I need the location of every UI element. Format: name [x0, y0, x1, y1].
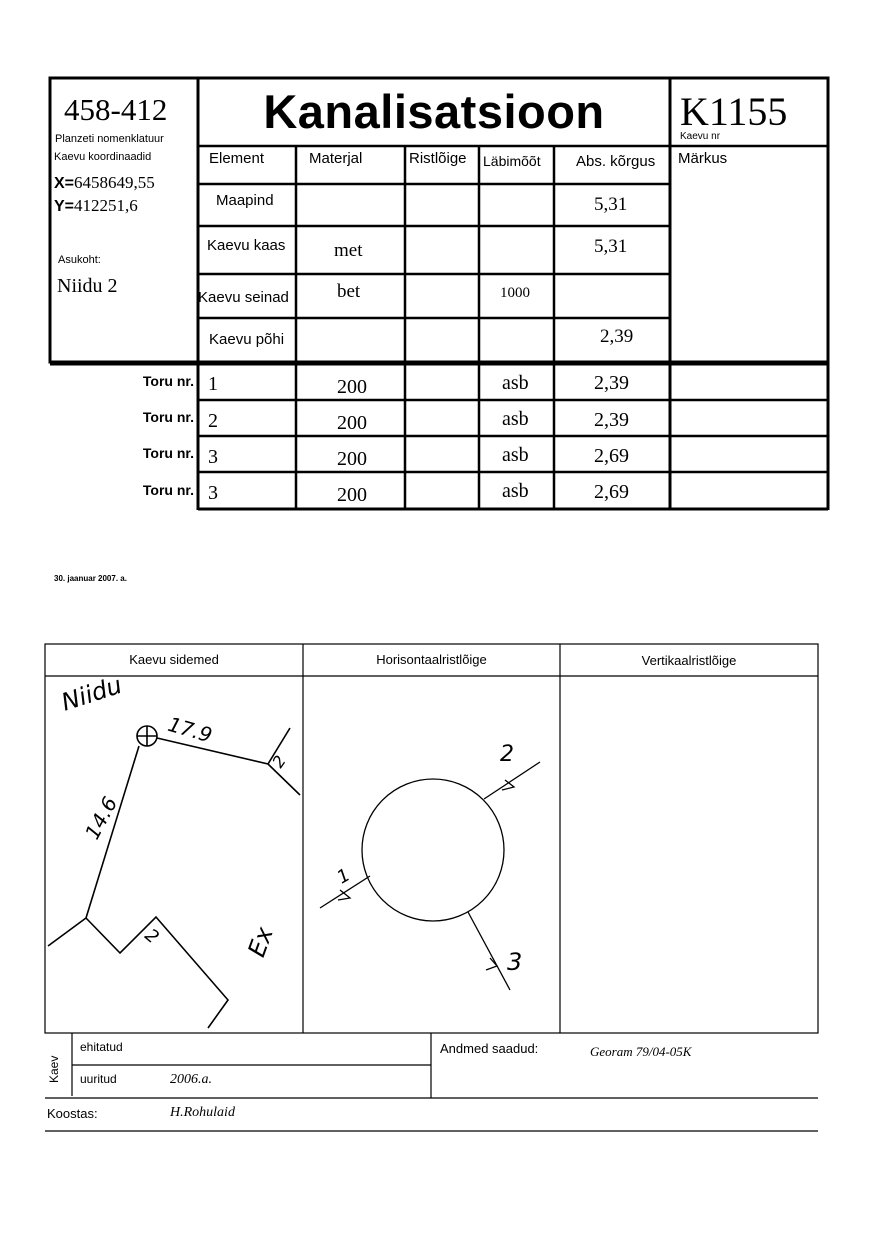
row-material: bet [337, 281, 361, 302]
pipe-height: 2,69 [594, 445, 629, 467]
page-title: Kanalisatsioon [263, 85, 605, 138]
coord-y-value: 412251,6 [74, 196, 138, 215]
author-label: Koostas: [47, 1106, 98, 1121]
pipe-diameter: 200 [337, 448, 367, 470]
surveyed-value: 2006.a. [170, 1072, 212, 1087]
coord-x [54, 173, 155, 193]
hand-distance: 14.6 [80, 792, 123, 844]
pipe-diameter: 200 [337, 484, 367, 506]
col-diameter: Läbimõõt [483, 153, 541, 169]
hand-note: Ex [242, 923, 279, 961]
sketch-header-horizontal: Horisontaalristlõige [376, 652, 487, 667]
coord-y [54, 196, 138, 216]
sketch-header-links: Kaevu sidemed [129, 652, 219, 667]
hand-pipe-number: 2 [268, 751, 290, 772]
pipe-height: 2,39 [594, 372, 629, 394]
surveyed-label: uuritud [80, 1072, 117, 1086]
well-id: K1155 [680, 89, 788, 134]
sheet-number: 458-412 [64, 92, 168, 127]
pipe-material: asb [502, 444, 529, 466]
pipe-diameter: 200 [337, 412, 367, 434]
pipe-nr: 1 [208, 373, 218, 395]
pipe-nr: 3 [208, 482, 218, 504]
hand-pipe-number: 2 [500, 742, 514, 767]
hand-pipe-number: 1 [333, 864, 354, 889]
sheet-label: Planzeti nomenklatuur [55, 133, 164, 145]
built-label: ehitatud [80, 1040, 123, 1054]
pipe-label: Toru nr. [142, 409, 194, 425]
author-value: H.Rohulaid [170, 1105, 235, 1120]
coord-x-label: X= [54, 175, 75, 192]
location-value: Niidu 2 [57, 275, 118, 297]
hand-pipe-number: 2 [140, 924, 163, 949]
pipe-material: asb [502, 372, 529, 394]
col-cross: Ristlõige [409, 150, 467, 167]
pipe-nr: 2 [208, 410, 218, 432]
col-height: Abs. kõrgus [576, 153, 656, 170]
pipe-nr: 3 [208, 446, 218, 468]
site-sketch [48, 726, 300, 1028]
row-element: Maapind [216, 192, 274, 209]
row-diameter: 1000 [500, 285, 530, 301]
coords-label: Kaevu koordinaadid [54, 151, 152, 163]
pipe-label: Toru nr. [142, 445, 194, 461]
pipe-height: 2,39 [594, 409, 629, 431]
coord-x-value: 6458649,55 [74, 173, 155, 192]
hand-pipe-number: 3 [507, 948, 523, 976]
pipe-diameter: 200 [337, 376, 367, 398]
sketch-header-vertical: Vertikaalristlõige [641, 653, 737, 668]
col-material: Materjal [309, 150, 363, 167]
pipe-material: asb [502, 480, 529, 502]
row-material: met [334, 240, 363, 261]
pipe-material: asb [502, 408, 529, 430]
row-element: Kaevu põhi [209, 331, 285, 348]
source-value: Georam 79/04-05K [590, 1044, 692, 1059]
document-date: 30. jaanuar 2007. a. [54, 574, 127, 583]
pipe-height: 2,69 [594, 481, 629, 503]
row-element: Kaevu seinad [198, 289, 289, 306]
col-notes: Märkus [678, 150, 728, 167]
location-label: Asukoht: [58, 254, 101, 266]
col-element: Element [209, 150, 265, 167]
pipe-label: Toru nr. [142, 373, 194, 389]
hand-street: Niidu [58, 670, 126, 717]
well-label: Kaevu nr [680, 131, 721, 142]
hand-distance: 17.9 [165, 712, 215, 748]
footer-side-label: Kaev [47, 1055, 61, 1083]
pipe-label: Toru nr. [142, 482, 194, 498]
row-height: 5,31 [594, 236, 628, 257]
source-label: Andmed saadud: [440, 1041, 539, 1056]
row-element: Kaevu kaas [207, 237, 286, 254]
row-height: 5,31 [594, 194, 628, 215]
row-height: 2,39 [600, 326, 634, 347]
coord-y-label: Y= [54, 198, 75, 215]
